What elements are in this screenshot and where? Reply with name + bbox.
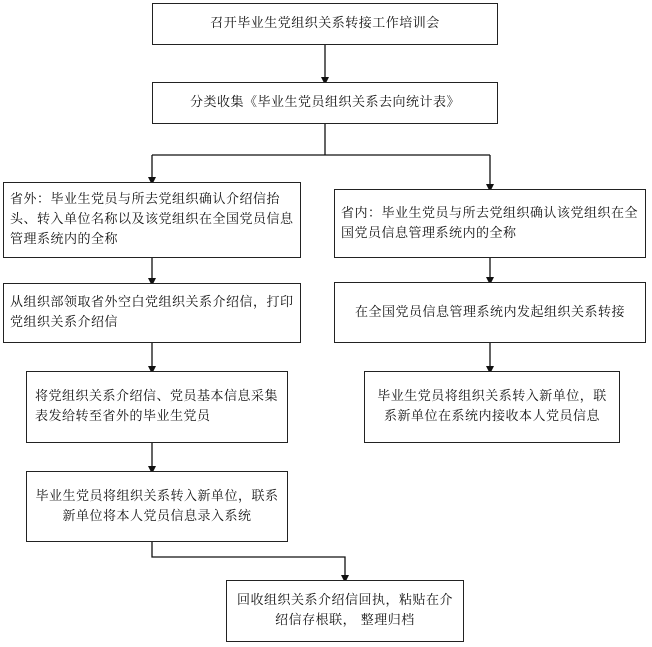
out-province-get-letter [3, 283, 301, 343]
in-province-transfer-text: 毕业生党员将组织关系转入新单位，联系新单位在系统内接收本人党员信息 [377, 389, 607, 424]
step-collect-table-text: 分类收集《毕业生党员组织关系去向统计表》 [189, 95, 460, 110]
out-province-transfer-text: 毕业生党员将组织关系转入新单位，联系新单位将本人党员信息录入系统 [35, 488, 279, 524]
step-training-meeting-text: 召开毕业生党组织关系转接工作培训会 [210, 16, 440, 31]
in-province-transfer [364, 371, 620, 443]
in-province-initiate [334, 282, 646, 343]
in-province-confirm [334, 189, 646, 258]
out-province-transfer [26, 471, 288, 542]
out-province-get-letter-text: 从组织部领取省外空白党组织关系介绍信，打印党组织关系介绍信 [10, 295, 294, 330]
out-province-send-forms [26, 371, 288, 443]
arrow-out-to-final [152, 542, 345, 579]
out-province-confirm [3, 182, 301, 258]
step-archive-text: 回收组织关系介绍信回执，粘贴在介绍信存根联， 整理归档 [236, 593, 453, 628]
step-archive [226, 580, 464, 642]
in-province-confirm-text: 省内：毕业生党员与所去党组织确认该党组织在全国党员信息管理系统内的全称 [341, 205, 639, 241]
step-training-meeting [152, 3, 498, 45]
out-province-send-forms-text: 将党组织关系介绍信、党员基本信息采集表发给转至省外的毕业生党员 [35, 389, 279, 424]
out-province-confirm-text: 省外：毕业生党员与所去党组织确认介绍信抬头、转入单位名称以及该党组织在全国党员信息管理系统内的全称 [10, 192, 294, 247]
in-province-initiate-text: 在全国党员信息管理系统内发起组织关系转接 [354, 304, 625, 320]
step-collect-table [152, 82, 498, 124]
